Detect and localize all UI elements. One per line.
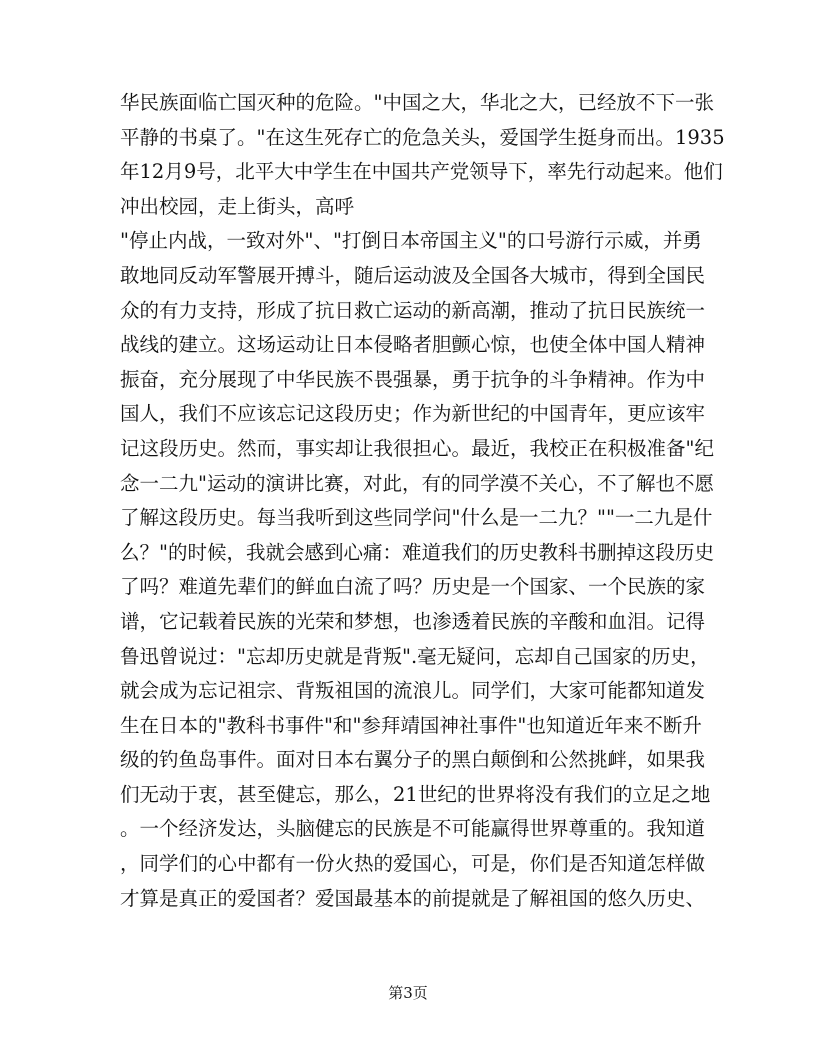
text-line-24: 才算是真正的爱国者？爱国最基本的前提就是了解祖国的悠久历史、 [120, 886, 706, 910]
text-line-1: 华民族面临亡国灭种的危险。"中国之大，华北之大，已经放不下一张 [120, 91, 714, 114]
body-text [120, 86, 725, 916]
text-line-9: 振奋，充分展现了中华民族不畏强暴，勇于抗争的斗争精神。作为中 [120, 367, 706, 391]
text-line-20: 级的钓鱼岛事件。面对日本右翼分子的黑白颠倒和公然挑衅，如果我 [120, 748, 706, 772]
text-line-19: 生在日本的"教科书事件"和"参拜靖国神社事件"也知道近年来不断升 [120, 713, 702, 737]
text-line-23: ，同学们的心中都有一份火热的爱国心，可是，你们是否知道怎样做 [120, 852, 706, 876]
text-line-7: 众的有力支持，形成了抗日救亡运动的新高潮，推动了抗日民族统一 [120, 298, 706, 322]
text-line-5: "停止内战，一致对外"、"打倒日本帝国主义"的口号游行示威，并勇 [120, 229, 702, 253]
text-line-12: 念一二九"运动的演讲比赛，对此，有的同学漠不关心，不了解也不愿 [120, 471, 714, 495]
text-line-17: 鲁迅曾说过："忘却历史就是背叛".毫无疑问，忘却自己国家的历史， [120, 644, 710, 668]
text-line-8: 战线的建立。这场运动让日本侵略者胆颤心惊，也使全体中国人精神 [120, 333, 706, 357]
text-line-2: 平静的书桌了。"在这生死存亡的危急关头，爱国学生挺身而出。1935 [120, 125, 725, 149]
text-line-3: 年12月9号，北平大中学生在中国共产党领导下，率先行动起来。他们 [120, 160, 723, 184]
text-line-10: 国人，我们不应该忘记这段历史；作为新世纪的中国青年，更应该牢 [120, 402, 706, 426]
page-number: 第3页 [388, 984, 428, 1002]
text-line-11: 记这段历史。然而，事实却让我很担心。最近，我校正在积极准备"纪 [120, 436, 714, 460]
text-line-4: 冲出校园，走上街头，高呼 [120, 194, 355, 218]
text-line-18: 就会成为忘记祖宗、背叛祖国的流浪儿。同学们，大家可能都知道发 [120, 679, 706, 703]
text-line-6: 敢地同反动军警展开搏斗，随后运动波及全国各大城市，得到全国民 [120, 263, 706, 287]
text-line-13: 了解这段历史。每当我听到这些同学问"什么是一二九？""一二九是什 [120, 506, 713, 530]
text-line-21: 们无动于衷，甚至健忘，那么，21世纪的世界将没有我们的立足之地 [120, 782, 711, 806]
text-line-22: 。一个经济发达，头脑健忘的民族是不可能赢得世界尊重的。我知道 [120, 817, 706, 841]
text-line-14: 么？"的时候，我就会感到心痛：难道我们的历史教科书删掉这段历史 [120, 540, 714, 564]
text-line-15: 了吗？难道先辈们的鲜血白流了吗？历史是一个国家、一个民族的家 [120, 575, 706, 599]
text-line-16: 谱，它记载着民族的光荣和梦想，也渗透着民族的辛酸和血泪。记得 [120, 609, 706, 633]
